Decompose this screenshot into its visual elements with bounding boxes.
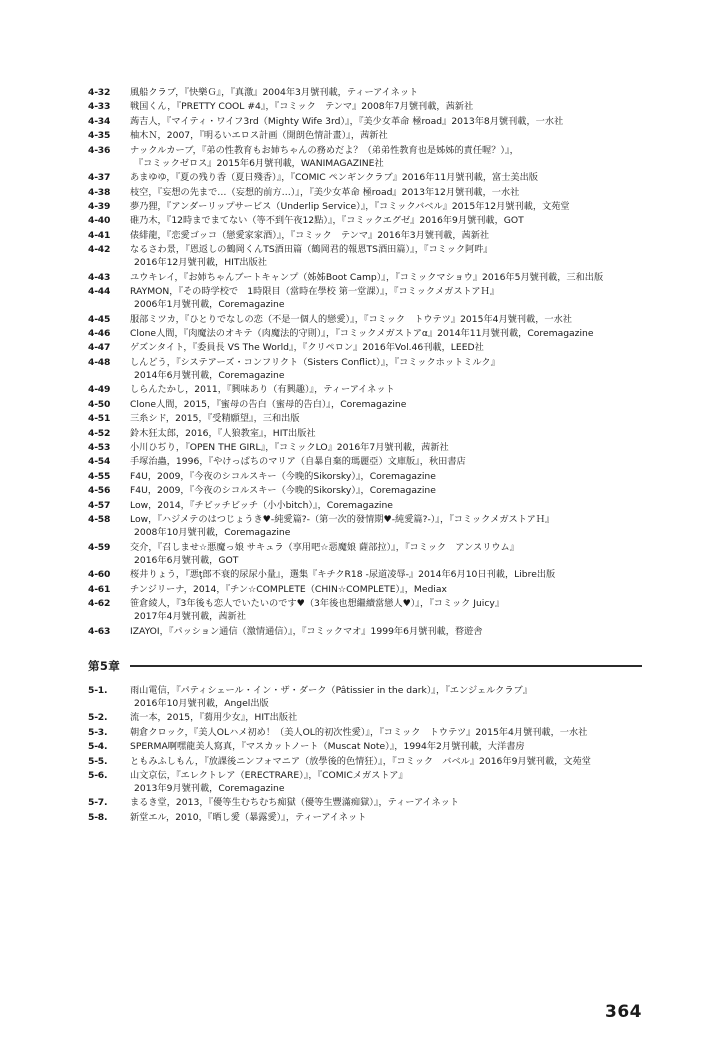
reference-entry [88, 86, 642, 99]
reference-number: 4-55 [88, 470, 111, 482]
reference-line: 雨山電信，『パティシェール・イン・ザ・ダーク（Pâtissier in the dark）』，『エンジェルクラブ』 [130, 684, 532, 696]
reference-line: F4U，2009，『今夜のシコルスキー（今晚的Sikorsky）』，Coremagazine [130, 485, 436, 497]
chapter-heading-rule [130, 665, 642, 667]
reference-line: 服部ミツカ，『ひとりでなしの恋（不是一個人的戀愛）』，『コミック トウテツ』2015年4月號刊載，一水社 [130, 313, 572, 325]
reference-line: 手塚治蟲，1996，『やけっぱちのマリア（自暴自棄的瑪麗亞）文庫版』，秋田書店 [130, 456, 466, 468]
reference-line: 交介，『召しませ☆悪魔っ娘 サキュラ（享用吧☆惡魔娘 薩部拉）』，『コミック アンスリウム』 [130, 541, 519, 553]
reference-text [130, 769, 642, 795]
reference-entry [88, 597, 642, 623]
reference-line: RAYMON，『その時学校で 1時限目（當時在學校 第一堂課）』，『コミックメガストアＨ』 [130, 286, 499, 298]
reference-number: 4-49 [88, 384, 111, 396]
reference-line: 2017年4月號刊載，茜新社 [134, 611, 246, 623]
reference-number: 4-48 [88, 356, 111, 368]
reference-text [130, 383, 642, 396]
reference-text [130, 398, 642, 411]
reference-line: 枝空，『妄想の先まで…（妄想的前方…）』，『美少女革命 極road』2013年12月號刊載，一水社 [130, 186, 520, 198]
reference-number: 5-3. [88, 726, 108, 738]
reference-number: 4-35 [88, 130, 111, 142]
reference-text [130, 499, 642, 512]
reference-line: Clone人間，『肉魔法のオキテ（肉魔法的守則）』，『コミックメガストアα』2014年11月號刊載，Coremagazine [130, 328, 594, 340]
reference-line: 朝倉クロック，『美人OLハメ初め！（美人OL的初次性愛）』，『コミック トウテツ』2015年4月號刊載，一水社 [130, 726, 588, 738]
reference-number: 4-45 [88, 313, 111, 325]
reference-number: 4-62 [88, 597, 111, 609]
reference-entry [88, 441, 642, 454]
reference-entry [88, 214, 642, 227]
reference-entry [88, 796, 642, 809]
reference-text [130, 229, 642, 242]
reference-line: 夢乃狸，『アンダーリップサービス（Underlip Service）』，『コミックバベル』2015年12月號刊載，文苑堂 [130, 200, 570, 212]
reference-text [130, 541, 642, 567]
reference-line: 2016年6月號刊載，GOT [134, 554, 239, 566]
reference-number: 4-61 [88, 583, 111, 595]
reference-entry [88, 285, 642, 311]
reference-entry [88, 412, 642, 425]
reference-entry [88, 327, 642, 340]
reference-line: 桜井りょう，『悪ţ郎不衰的尿尿小量』，選集『キチクR18 -尿道凌辱-』2014年6月10日刊載，Libre出版 [130, 569, 556, 581]
reference-line: 俵緋龍，『恋愛ゴッコ（戀愛家家酒）』，『コミック テンマ』2016年3月號刊載，茜新社 [130, 229, 490, 241]
reference-number: 4-47 [88, 342, 111, 354]
reference-text [130, 86, 642, 99]
reference-number: 4-41 [88, 229, 111, 241]
reference-text [130, 470, 642, 483]
reference-entry [88, 513, 642, 539]
reference-text [130, 129, 642, 142]
reference-line: Low，2014，『チビッチビッチ（小小bitch）』，Coremagazine [130, 499, 393, 511]
reference-entry [88, 186, 642, 199]
reference-line: IZAYOI，『パッション通信（激情通信）』，『コミックマオ』1999年6月號刊載，暓遊舎 [130, 625, 483, 637]
reference-text [130, 100, 642, 113]
reference-text [130, 796, 642, 809]
reference-entry [88, 144, 642, 170]
reference-number: 4-52 [88, 427, 111, 439]
reference-entry [88, 726, 642, 739]
reference-line: SPERMA啊嘿龍美人寫真，『マスカットノート（Muscat Note）』，1994年2月號刊載，大洋書房 [130, 741, 525, 753]
reference-line: F4U，2009，『今夜のシコルスキー（今晚的Sikorsky）』，Coremagazine [130, 470, 436, 482]
reference-text [130, 144, 642, 170]
chapter4-reference-list [88, 86, 642, 638]
reference-entry [88, 769, 642, 795]
reference-text [130, 625, 642, 638]
reference-text [130, 740, 642, 753]
reference-number: 4-32 [88, 87, 111, 98]
reference-text [130, 285, 642, 311]
reference-entry [88, 243, 642, 269]
reference-entry [88, 499, 642, 512]
reference-number: 4-40 [88, 215, 111, 227]
reference-line: チンジリーナ，2014，『チン☆COMPLETE（CHIN☆COMPLETE）』，Mediax [130, 583, 447, 595]
reference-number: 4-53 [88, 442, 111, 454]
reference-line: 『コミックゼロス』2015年6月號刊載，WANIMAGAZINE社 [134, 157, 384, 169]
chapter5-label: 第5章 [88, 658, 121, 673]
reference-text [130, 597, 642, 623]
reference-line: 2016年10月號刊載，Angel出版 [134, 697, 269, 709]
reference-line: 2013年9月號刊載，Coremagazine [134, 783, 285, 795]
chapter5-heading [88, 658, 642, 674]
reference-line: 2016年12月號刊載，HIT出版社 [134, 257, 267, 269]
reference-entry [88, 711, 642, 724]
reference-text [130, 513, 642, 539]
reference-line: 流一本，2015，『蒭用少女』，HIT出版社 [130, 712, 298, 724]
reference-text [130, 441, 642, 454]
reference-entry [88, 427, 642, 440]
reference-text [130, 200, 642, 213]
reference-text [130, 186, 642, 199]
reference-number: 4-33 [88, 101, 111, 113]
reference-number: 4-34 [88, 115, 111, 127]
reference-entry [88, 455, 642, 468]
reference-entry [88, 398, 642, 411]
reference-number: 4-39 [88, 200, 111, 212]
reference-number: 5-4. [88, 741, 108, 753]
reference-text [130, 811, 642, 824]
reference-number: 5-7. [88, 797, 108, 809]
reference-entry [88, 583, 642, 596]
reference-line: 戦国くん，『PRETTY COOL #4』，『コミック テンマ』2008年7月號刊載，茜新社 [130, 101, 474, 113]
reference-line: 風船クラブ，『快樂Ｇ』，『真激』2004年3月號刊載，ティーアイネット [130, 87, 419, 98]
reference-text [130, 455, 642, 468]
reference-line: 2008年10月號刊載，Coremagazine [134, 527, 291, 539]
reference-entry [88, 541, 642, 567]
reference-number: 4-51 [88, 413, 111, 425]
reference-text [130, 684, 642, 710]
reference-text [130, 427, 642, 440]
reference-text [130, 726, 642, 739]
reference-text [130, 327, 642, 340]
reference-line: 笹倉綾人，『3年後も恋人でいたいのです♥（3年後也想繼續當戀人♥）』，『コミック Juicy』 [130, 597, 505, 609]
reference-text [130, 412, 642, 425]
reference-line: ともみふしもん，『放課後ニンフォマニア（放學後的色情狂）』，『コミック バベル』2016年9月號刊載，文苑堂 [130, 755, 591, 767]
reference-entry [88, 383, 642, 396]
reference-line: 小川ひぢり，『OPEN THE GIRL』，『コミックLO』2016年7月號刊載，茜新社 [130, 442, 449, 454]
chapter5-reference-list [88, 684, 642, 824]
reference-line: 新堂エル，2010，『晒し愛（暴露愛）』，ティーアイネット [130, 811, 367, 823]
reference-text [130, 115, 642, 128]
reference-entry [88, 341, 642, 354]
reference-number: 4-63 [88, 625, 111, 637]
reference-entry [88, 100, 642, 113]
reference-entry [88, 271, 642, 284]
reference-text [130, 711, 642, 724]
reference-entry [88, 568, 642, 581]
reference-text [130, 313, 642, 326]
reference-number: 5-8. [88, 811, 108, 823]
reference-line: 三糸シド，2015，『受精願望』，三和出版 [130, 413, 300, 425]
reference-entry [88, 740, 642, 753]
reference-entry [88, 129, 642, 142]
reference-text [130, 214, 642, 227]
page-number: 364 [605, 1002, 642, 1022]
reference-number: 4-42 [88, 244, 111, 256]
reference-entry [88, 625, 642, 638]
reference-line: しんどう，『システアーズ・コンフリクト（Sisters Conflict）』，『コミックホットミルク』 [130, 356, 500, 368]
reference-line: あまゆゆ，『夏の残り香（夏日殘香）』，『COMIC ペンギンクラブ』2016年11月號刊載，富士美出版 [130, 172, 538, 184]
reference-line: 碓乃木，『12時までまてない（等不到午夜12點）』，『コミックエグゼ』2016年9月號刊載，GOT [130, 215, 524, 227]
reference-entry [88, 200, 642, 213]
reference-number: 5-1. [88, 684, 108, 696]
reference-entry [88, 684, 642, 710]
reference-number: 4-38 [88, 186, 111, 198]
reference-number: 5-5. [88, 755, 108, 767]
reference-entry [88, 470, 642, 483]
reference-text [130, 356, 642, 382]
reference-text [130, 341, 642, 354]
reference-line: まるき堂，2013，『優等生むちむち痴獄（優等生豐滿痴獄）』，ティーアイネット [130, 797, 460, 809]
reference-text [130, 755, 642, 768]
reference-number: 4-37 [88, 172, 111, 184]
reference-line: 柚木Ｎ，2007，『明るいエロス計画（開朗色情計畫）』，茜新社 [130, 130, 388, 142]
reference-number: 4-44 [88, 286, 111, 298]
reference-entry [88, 356, 642, 382]
reference-entry [88, 115, 642, 128]
reference-number: 4-59 [88, 541, 111, 553]
reference-number: 4-57 [88, 499, 111, 511]
reference-line: 2006年1月號刊載，Coremagazine [134, 299, 285, 311]
reference-line: 鈴木狂太郎，2016，『人狼教室』，HIT出版社 [130, 427, 316, 439]
reference-line: Clone人間，2015，『蜜母の告白（蜜母的告白）』，Coremagazine [130, 398, 407, 410]
reference-text [130, 171, 642, 184]
reference-text [130, 484, 642, 497]
reference-number: 4-60 [88, 569, 111, 581]
reference-number: 4-46 [88, 328, 111, 340]
reference-number: 4-56 [88, 485, 111, 497]
reference-line: ゲズンタイト，『委員長 VS The World』，『クリペロン』2016年Vol.46刊載，LEED社 [130, 342, 484, 354]
reference-entry [88, 313, 642, 326]
reference-line: Low，『ハジメテのはつじょうき♥-純愛篇?-（第一次的發情期♥-純愛篇?-）』，『コミックメガストアＨ』 [130, 513, 555, 525]
reference-entry [88, 811, 642, 824]
reference-line: ユウキレイ，『お姉ちゃんブートキャンプ（姊姊Boot Camp）』，『コミックマショウ』2016年5月號刊載，三和出版 [130, 271, 604, 283]
reference-entry [88, 755, 642, 768]
reference-line: ナックルカーブ，『弟の性教育もお姉ちゃんの務めだよ？（弟弟性教育也是姊姊的責任喔？）』， [130, 144, 519, 156]
reference-line: なるさわ景，『恩返しの鶴岡くんTS酒田篇（鶴岡君的報恩TS酒田篇）』，『コミック阿吽』 [130, 244, 493, 256]
reference-number: 5-2. [88, 712, 108, 724]
reference-number: 5-6. [88, 769, 108, 781]
reference-line: しらんたかし，2011，『興味あり（有興趣）』，ティーアイネット [130, 384, 395, 396]
reference-text [130, 568, 642, 581]
reference-entry [88, 484, 642, 497]
reference-line: 蒟吉人，『マイティ・ワイフ3rd（Mighty Wife 3rd）』，『美少女革命 極road』2013年8月號刊載，一水社 [130, 115, 564, 127]
reference-number: 4-54 [88, 456, 111, 468]
reference-line: 2014年6月號刊載，Coremagazine [134, 370, 285, 382]
reference-entry [88, 171, 642, 184]
reference-text [130, 271, 642, 284]
reference-line: 山文京伝，『エレクトレア（ERECTRARE）』，『COMICメガストア』 [130, 769, 408, 781]
reference-text [130, 583, 642, 596]
reference-number: 4-43 [88, 271, 111, 283]
reference-number: 4-36 [88, 144, 111, 156]
reference-text [130, 243, 642, 269]
reference-number: 4-50 [88, 398, 111, 410]
reference-number: 4-58 [88, 513, 111, 525]
reference-entry [88, 229, 642, 242]
